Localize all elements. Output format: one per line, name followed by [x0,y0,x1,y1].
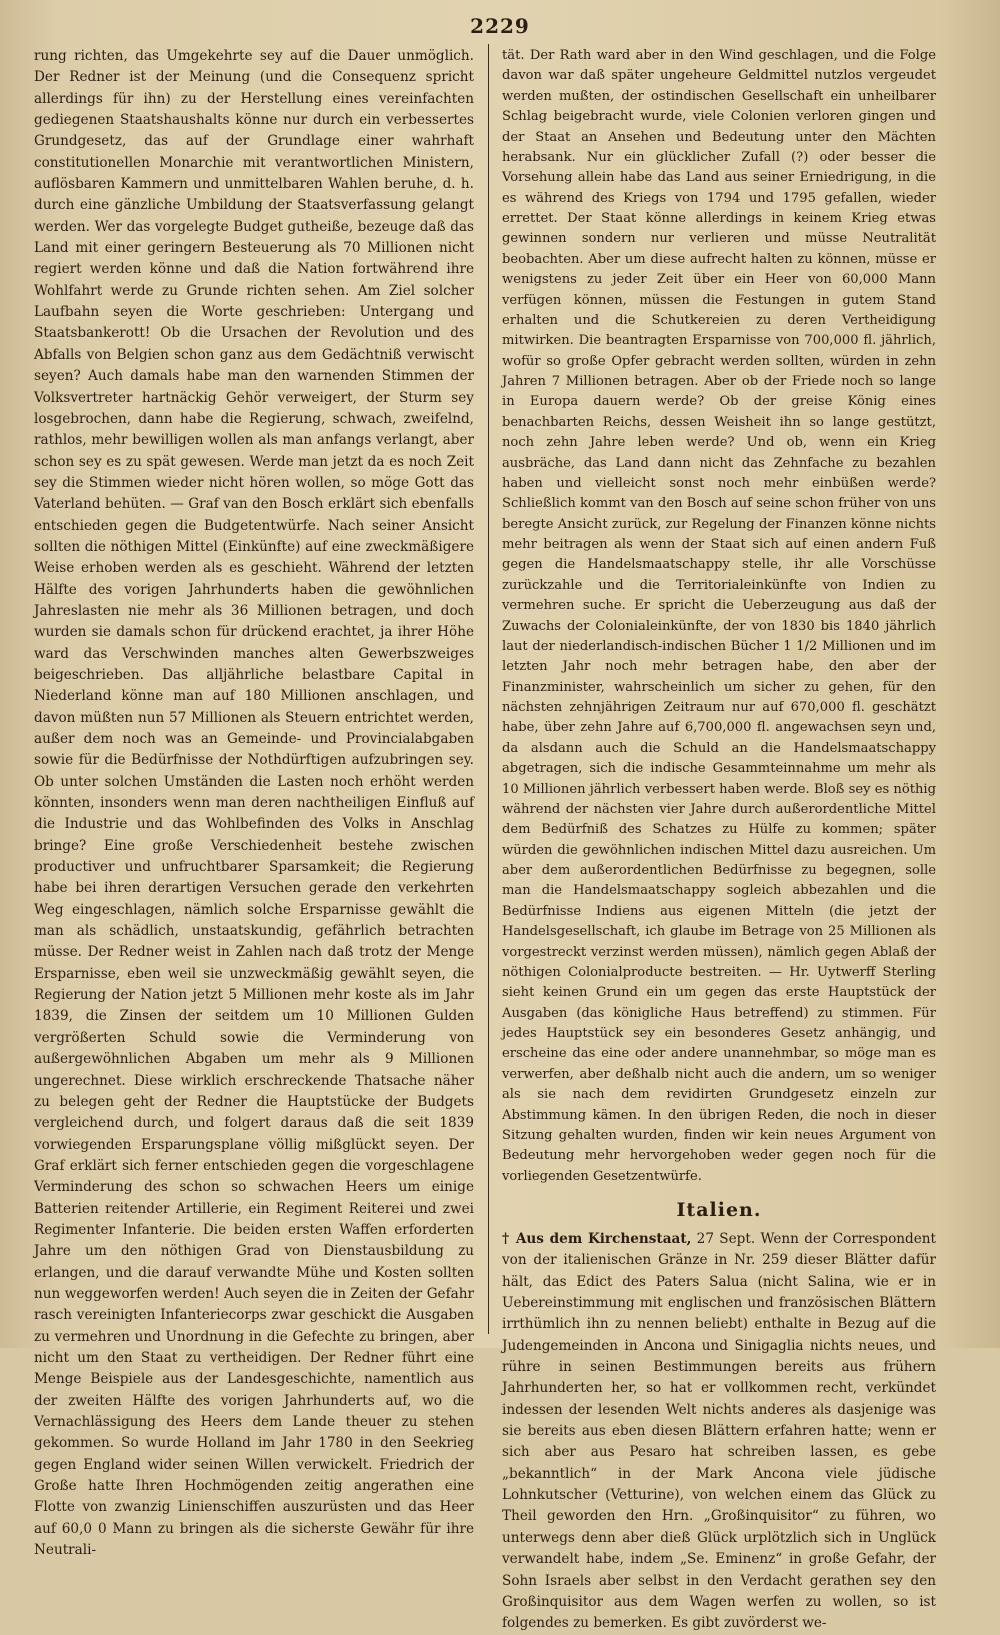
right-column-upper-text: tät. Der Rath ward aber in den Wind geschlagen, und die Folge davon war daß später ungeheure Geldmittel nutzlos vergeudet werden mußten, der ostindischen Gesellschaft ein unheilbarer Schlag beigebracht wurde, viele Colonien verloren gingen und der Staat an Ansehen und Bedeutung unter den Mächten herabsank. Nur ein glücklicher Zufall (?) oder besser die Vorsehung allein habe das Land aus seiner Erniedrigung, in die es während des Kriegs von 1794 und 1795 gefallen, wieder errettet. Der Staat könne allerdings in keinem Krieg etwas gewinnen sondern nur verlieren und müsse Neutralität beobachten. Aber um diese aufrecht halten zu können, müsse er wenigstens zu jeder Zeit über ein Heer von 60,000 Mann verfügen können, müssen die Festungen in gutem Stand erhalten und die Schutkereien zu deren Vertheidigung mitwirken. Die beantragten Ersparnisse von 700,000 fl. jährlich, wofür so große Opfer gebracht werden sollten, würden in zehn Jahren 7 Millionen betragen. Aber ob der Friede noch so lange in Europa dauern werde? Ob der greise König eines benachbarten Reichs, dessen Weisheit ihn so lange gestützt, noch zehn Jahre leben werde? Und ob, wenn ein Krieg ausbräche, das Land dann nicht das Zehnfache zu bezahlen haben und vielleicht sonst noch mehr einbüßen werde? Schließlich kommt van den Bosch auf seine schon früher von uns beregte Ansicht zurück, zur Regelung der Finanzen könne nichts mehr beitragen als wenn der Staat sich auf einen andern Fuß gegen die Handelsmaatschappy stelle, ihr alle Vorschüsse zurückzahle und die Territorialeinkünfte von Indien zu vermehren suche. Er spricht die Ueberzeugung aus daß der Zuwachs der Colonialeinkünfte, der von 1830 bis 1840 jährlich laut der niederlandisch-indischen Bücher 1 1/2 Millionen und im letzten Jahr noch mehr betragen habe, den aber der Finanzminister, wahrscheinlich um sicher zu gehen, für den nächsten zehnjährigen Zeitraum nur auf 670,000 fl. geschätzt habe, über zehn Jahre auf 6,700,000 fl. angewachsen seyn und, da alsdann auch die Schuld an die Handelsmaatschappy abgetragen, sich die indische Gesammteinnahme um mehr als 10 Millionen jährlich verbessert haben werde. Bloß sey es nöthig während der nächsten vier Jahre durch außerordentliche Mittel dem Bedürfniß des Schatzes zu Hülfe zu kommen; später würden die gewöhnlichen indischen Mittel dazu ausreichen. Um aber dem außerordentlichen Bedürfnisse zu begegnen, solle man die Handelsmaatschappy sogleich abbezahlen und die Bedürfnisse Indiens aus eigenen Mitteln (die jetzt der Handelsgesellschaft, ich glaube im Betrage von 25 Millionen als vorgestreckt verzinst werden müssen), nämlich gegen Ablaß der nöthigen Colonialproducte bestreiten. — Hr. Uytwerff Sterling sieht keinen Grund ein um gegen das erste Hauptstück der Ausgaben (das königliche Haus betreffend) zu stimmen. Für jedes Hauptstück sey ein besonderes Gesetz anhängig, und erscheine das eine oder andere unannehmbar, so möge man es verwerfen, aber deßhalb nicht auch die andern, um so weniger als sie nach dem revidirten Grundgesetz einzeln zur Abstimmung kämen. In den übrigen Reden, die noch in dieser Sitzung gehalten wurden, finden wir kein neues Argument von Bedeutung mehr hervorgehoben weder gegen noch für die vorliegenden Gesetzentwürfe. [502,48,936,1184]
dateline-date: 27 Sept. [696,1231,756,1247]
left-column-text: rung richten, das Umgekehrte sey auf die Dauer unmöglich. Der Redner ist der Meinung (und die Consequenz spricht allerdings für ihn) zu der Herstellung eines vereinfachten gediegenen Staatshaushalts könne nur durch ein verbessertes Grundgesetz, das auf der Grundlage einer wahrhaft constitutionellen Monarchie mit verantwortlichen Ministern, auflösbaren Kammern und unmittelbaren Wahlen beruhe, d. h. durch eine gänzliche Umbildung der Staatsverfassung gelangt werden. Wer das vorgelegte Budget gutheiße, bezeuge daß das Land mit einer geringern Besteuerung als 70 Millionen nicht regiert werden könne und daß die Nation fortwährend ihre Wohlfahrt werde zu Grunde richten sehen. Am Ziel solcher Laufbahn seyen die Worte geschrieben: Untergang und Staatsbankerott! Ob die Ursachen der Revolution und des Abfalls von Belgien schon ganz aus dem Gedächtniß verwischt seyen? Auch damals habe man den warnenden Stimmen der Volksvertreter hartnäckig Gehör verweigert, der Sturm sey losgebrochen, dann habe die Regierung, schwach, zweifelnd, rathlos, mehr bewilligen wollen als man anfangs verlangt, aber schon sey es zu spät gewesen. Werde man jetzt da es noch Zeit sey die Stimmen wieder nicht hören wollen, so möge Gott das Vaterland behüten. — Graf van den Bosch erklärt sich ebenfalls entschieden gegen die Budgetentwürfe. Nach seiner Ansicht sollten die nöthigen Mittel (Einkünfte) auf eine zweckmäßigere Weise erhoben werden als es geschieht. Während der letzten Hälfte des vorigen Jahrhunderts haben die gewöhnlichen Jahreslasten nie mehr als 36 Millionen betragen, und doch wurden sie damals schon für drückend erachtet, ja ihrer Höhe ward das Verschwinden manches alten Gewerbszweiges beigeschrieben. Das alljährliche belastbare Capital in Niederland könne man auf 180 Millionen anschlagen, und davon müßten nun 57 Millionen als Steuern entrichtet werden, außer dem noch was an Gemeinde- und Provincialabgaben sowie für die Bedürfnisse der Nothdürftigen aufzubringen sey. Ob unter solchen Umständen die Lasten noch erhöht werden könnten, insonders wenn man deren nachtheiligen Einfluß auf die Industrie und das Wohlbefinden des Volks in Anschlag bringe? Eine große Verschiedenheit bestehe zwischen productiver und unfruchtbarer Sparsamkeit; die Regierung habe bei ihren derartigen Versuchen gerade den verkehrten Weg eingeschlagen, nämlich solche Ersparnisse gewählt die man als schädlich, unstaatskundig, gefährlich betrachten müsse. Der Redner weist in Zahlen nach daß trotz der Menge Ersparnisse, eben weil sie unzweckmäßig gewählt seyen, die Regierung der Nation jetzt 5 Millionen mehr koste als im Jahr 1839, die Zinsen der seitdem um 10 Millionen Gulden vergrößerten Schuld sowie die Verminderung von außergewöhnlichen Abgaben um mehr als 9 Millionen ungerechnet. Diese wirklich erschreckende Thatsache näher zu belegen geht der Redner die Hauptstücke der Budgets vergleichend durch, und folgert daraus daß die seit 1839 vorwiegenden Ersparungsplane völlig mißglückt seyen. Der Graf erklärt sich ferner entschieden gegen die vorgeschlagene Verminderung des schon so schwachen Heers um einige Batterien reitender Artillerie, ein Regiment Reiterei und zwei Regimenter Infanterie. Die beiden ersten Waffen erforderten Jahre um den nöthigen Grad von Dienstausbildung zu erlangen, und die darauf verwandte Mühe und Kosten sollten nun weggeworfen werden! Auch seyen die in Zeiten der Gefahr rasch vereinigten Infanteriecorps zwar geschickt die Ausgaben zu vermehren und Unordnung in die Gefechte zu bringen, aber nicht um den Staat zu vertheidigen. Der Redner führt eine Menge Beispiele aus der Landesgeschichte, namentlich aus der zweiten Hälfte des vorigen Jahrhunderts auf, wo die Vernachlässigung des Heers dem Lande theuer zu stehen gekommen. So wurde Holland im Jahr 1780 in den Seekrieg gegen England wider seinen Willen verwickelt. Friedrich der Große hatte Ihren Hochmögenden zeitig angerathen eine Flotte von zwanzig Linienschiffen auszurüsten und das Heer auf 60,0 0 Mann zu bringen als die sicherste Gewähr für ihre Neutrali- [34,48,474,1559]
italien-article [502,1229,936,1635]
right-column [502,46,936,1635]
left-column [34,46,474,1561]
section-title-italien: Italien. [676,1199,762,1221]
italien-article-text: Wenn der Correspondent von der italienischen Gränze in Nr. 259 dieser Blätter dafür hält, das Edict des Paters Salua (nicht Salina, wie er in Uebereinstimmung mit englischen und französischen Blättern irrthümlich ihn zu nennen beliebt) enthalte in Bezug auf die Judengemeinden in Ancona und Sinigaglia nichts neues, und rühre in seinen Bestimmungen bereits aus frühern Jahrhunderten her, so hat er vollkommen recht, verkündet indessen der lesenden Welt nichts anderes als dasjenige was sie bereits aus eben diesen Blättern erfahren hatte; wenn er sich aber aus Pesaro hat schreiben lassen, es gebe „bekanntlich“ in der Mark Ancona viele jüdische Lohnkutscher (Vetturine), von welchen einem das Glück zu Theil geworden den Hrn. „Großinquisitor“ zu führen, wo unterwegs denn aber dieß Glück urplötzlich sich in Unglück verwandelt habe, indem „Se. Eminenz“ in große Gefahr, der Sohn Israels aber selbst in den Verdacht gerathen sey den Großinquisitor aus dem Wagen werfen zu wollen, so ist folgendes zu bemerken. Es gibt zuvörderst we- [502,1231,936,1632]
column-divider [488,44,489,1334]
page-number: 2229 [470,14,530,38]
dateline-place: † Aus dem Kirchenstaat, [502,1231,692,1247]
